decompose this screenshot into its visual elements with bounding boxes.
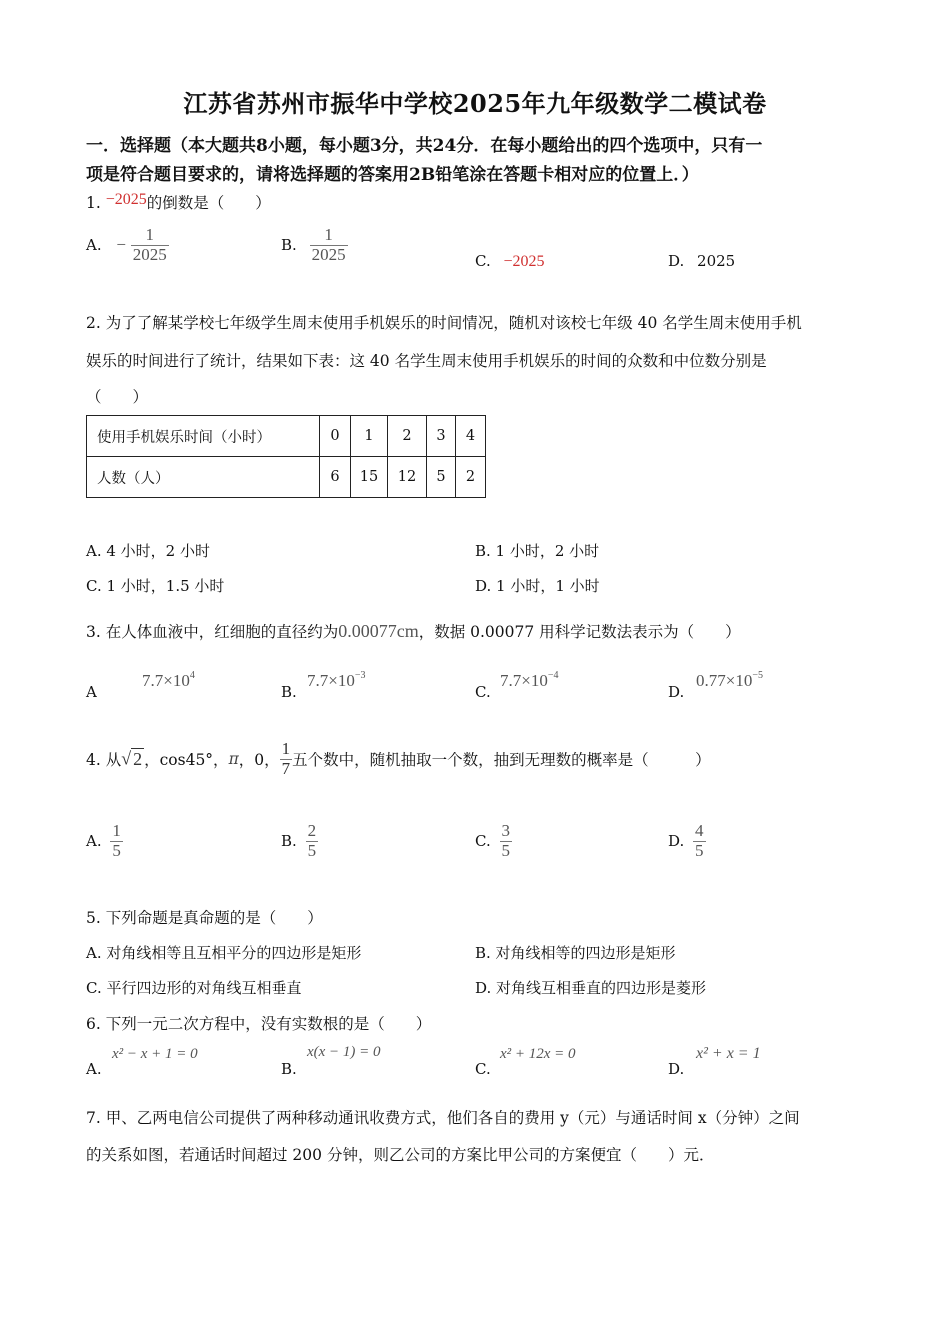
q3-option-b-exponent: −3 xyxy=(354,670,366,681)
q1-option-d-value: 2025 xyxy=(697,252,736,270)
q5-option-b[interactable]: B. 对角线相等的四边形是矩形 xyxy=(475,944,676,962)
q1-option-b[interactable] xyxy=(281,226,348,264)
table-cell: 15 xyxy=(351,457,388,498)
q4-option-c-numerator: 3 xyxy=(501,821,510,840)
question-1 xyxy=(86,191,271,213)
section-heading-line2: 项是符合题目要求的，请将选择题的答案用2B铅笔涂在答题卡相对应的位置上．） xyxy=(86,165,699,185)
q4-option-a-fraction xyxy=(110,822,123,860)
question-3-post: ，数据 0.00077 用科学记数法表示为（ ） xyxy=(418,623,741,641)
q4-option-d-numerator: 4 xyxy=(695,821,704,840)
q1-option-b-fraction xyxy=(310,226,348,264)
question-3-pre: 3. 在人体血液中，红细胞的直径约为 xyxy=(86,623,339,641)
q3-option-a-value xyxy=(142,670,195,691)
q4-option-b-label: B. xyxy=(281,832,297,851)
q5-option-a[interactable]: A. 对角线相等且互相平分的四边形是矩形 xyxy=(86,944,362,962)
q1-option-a-numerator: 1 xyxy=(145,225,155,244)
question-3-value: 0.00077cm xyxy=(338,621,419,641)
q4-option-b-fraction xyxy=(306,822,319,860)
q5-option-d[interactable]: D. 对角线互相垂直的四边形是菱形 xyxy=(475,979,707,997)
q1-option-b-numerator: 1 xyxy=(324,225,333,244)
q1-option-a[interactable] xyxy=(86,226,169,264)
q1-option-a-label: A. xyxy=(86,236,102,255)
q3-option-b-label[interactable]: B. xyxy=(281,683,297,701)
q1-option-a-denominator: 2025 xyxy=(132,244,167,264)
q5-option-c[interactable]: C. 平行四边形的对角线互相垂直 xyxy=(86,979,302,997)
q6-option-a-label[interactable]: A. xyxy=(86,1060,102,1078)
table-cell: 0 xyxy=(320,416,351,457)
q4-option-a-numerator: 1 xyxy=(112,821,121,840)
q1-option-a-fraction xyxy=(131,226,169,264)
q1-option-c-label: C. xyxy=(475,252,491,270)
q4-option-b-numerator: 2 xyxy=(307,821,317,840)
q4-option-c[interactable] xyxy=(475,822,512,860)
q4-option-d-label: D. xyxy=(668,832,685,851)
question-2-line1: 2. 为了了解某学校七年级学生周末使用手机娱乐的时间情况，随机对该校七年级 40 名学生周末使用手机 xyxy=(86,314,802,332)
q3-option-c-exponent: −4 xyxy=(547,670,559,681)
q3-option-d-label[interactable]: D. xyxy=(668,683,685,701)
question-4-fraction-denominator: 7 xyxy=(281,758,291,778)
q4-option-a[interactable] xyxy=(86,822,123,860)
q4-option-b-denominator: 5 xyxy=(307,840,317,860)
question-3 xyxy=(86,620,741,642)
question-2-table xyxy=(86,415,486,498)
q6-option-a-equation: x² − x + 1 = 0 xyxy=(112,1046,198,1062)
q1-option-b-denominator: 2025 xyxy=(311,244,346,264)
question-2-line2: 娱乐的时间进行了统计，结果如下表：这 40 名学生周末使用手机娱乐的时间的众数和中位数分别是 xyxy=(86,352,767,370)
question-2-line3: （ ） xyxy=(86,388,149,406)
q4-option-c-denominator: 5 xyxy=(501,840,510,860)
sqrt-radicand: 2 xyxy=(133,748,143,769)
q1-option-a-sign: − xyxy=(116,235,126,255)
question-7-line1: 7. 甲、乙两电信公司提供了两种移动通讯收费方式，他们各自的费用 y（元）与通话时间 x（分钟）之间 xyxy=(86,1109,800,1127)
q1-option-b-label: B. xyxy=(281,236,297,255)
question-5: 5. 下列命题是真命题的是（ ） xyxy=(86,909,323,927)
q6-option-c-equation: x² + 12x = 0 xyxy=(500,1046,576,1062)
q4-option-d-denominator: 5 xyxy=(695,840,704,860)
question-1-number: 1. xyxy=(86,194,101,212)
question-4-fraction xyxy=(280,740,293,778)
q3-option-c-label[interactable]: C. xyxy=(475,683,491,701)
page-title: 江苏省苏州市振华中学校2025年九年级数学二模试卷 xyxy=(183,89,767,118)
q3-option-d-value xyxy=(696,670,763,691)
q6-option-d-label[interactable]: D. xyxy=(668,1060,685,1078)
table-header-hours: 使用手机娱乐时间（小时） xyxy=(87,416,320,457)
q3-option-a-exponent: 4 xyxy=(189,670,195,681)
section-heading-line1: 一．选择题（本大题共8小题，每小题3分，共24分．在每小题给出的四个选项中，只有一 xyxy=(86,136,763,156)
q4-option-d-fraction xyxy=(693,822,706,860)
pi-symbol: π xyxy=(228,750,239,769)
q2-option-b[interactable]: B. 1 小时，2 小时 xyxy=(475,542,600,560)
question-4-post: 五个数中，随机抽取一个数，抽到无理数的概率是（ ） xyxy=(292,751,711,770)
question-4-mid2: ，0， xyxy=(238,751,280,770)
q2-option-d[interactable]: D. 1 小时，1 小时 xyxy=(475,577,600,595)
question-1-text: 的倒数是（ ） xyxy=(146,194,271,212)
table-row-counts xyxy=(87,457,486,498)
table-cell: 6 xyxy=(320,457,351,498)
question-4 xyxy=(86,740,711,778)
q3-option-b-value xyxy=(307,670,365,691)
q4-option-d[interactable] xyxy=(668,822,706,860)
table-cell: 2 xyxy=(456,457,486,498)
q4-option-c-label: C. xyxy=(475,832,491,851)
question-4-pre: 4. 从 xyxy=(86,751,122,770)
table-header-counts: 人数（人） xyxy=(87,457,320,498)
q1-option-c-value: −2025 xyxy=(503,253,545,270)
q4-option-b[interactable] xyxy=(281,822,318,860)
question-4-fraction-numerator: 1 xyxy=(281,739,291,758)
q6-option-b-equation: x(x − 1) = 0 xyxy=(307,1044,381,1060)
question-6: 6. 下列一元二次方程中，没有实数根的是（ ） xyxy=(86,1015,432,1033)
table-cell: 4 xyxy=(456,416,486,457)
question-1-expression: −2025 xyxy=(105,191,147,208)
q1-option-c[interactable] xyxy=(475,252,545,271)
table-row-hours xyxy=(87,416,486,457)
q2-option-a[interactable]: A. 4 小时，2 小时 xyxy=(86,542,210,560)
table-cell: 1 xyxy=(351,416,388,457)
q3-option-c-base: 7.7×10 xyxy=(500,671,548,690)
q3-option-b-base: 7.7×10 xyxy=(307,671,355,690)
q2-option-c[interactable]: C. 1 小时，1.5 小时 xyxy=(86,577,225,595)
q4-option-a-label: A. xyxy=(86,832,102,851)
table-cell: 5 xyxy=(427,457,456,498)
sqrt-symbol: √ 2 xyxy=(121,748,143,769)
q4-option-c-fraction xyxy=(500,822,513,860)
q3-option-a-base: 7.7×10 xyxy=(142,671,190,690)
q3-option-d-base: 0.77×10 xyxy=(696,671,753,690)
q3-option-c-value xyxy=(500,670,558,691)
question-7-line2: 的关系如图，若通话时间超过 200 分钟，则乙公司的方案比甲公司的方案便宜（ ）元． xyxy=(86,1146,715,1164)
q6-option-d-equation: x² + x = 1 xyxy=(696,1045,761,1062)
q6-option-c-label[interactable]: C. xyxy=(475,1060,491,1078)
q6-option-b-label[interactable]: B. xyxy=(281,1060,297,1078)
question-4-mid1: ，cos45°， xyxy=(144,751,229,770)
q3-option-d-exponent: −5 xyxy=(752,670,763,681)
q1-option-d[interactable] xyxy=(668,252,735,270)
q3-option-a-label[interactable]: A xyxy=(86,683,97,701)
q4-option-a-denominator: 5 xyxy=(112,840,121,860)
q1-option-d-label: D. xyxy=(668,252,685,270)
table-cell: 3 xyxy=(427,416,456,457)
table-cell: 2 xyxy=(388,416,427,457)
table-cell: 12 xyxy=(388,457,427,498)
